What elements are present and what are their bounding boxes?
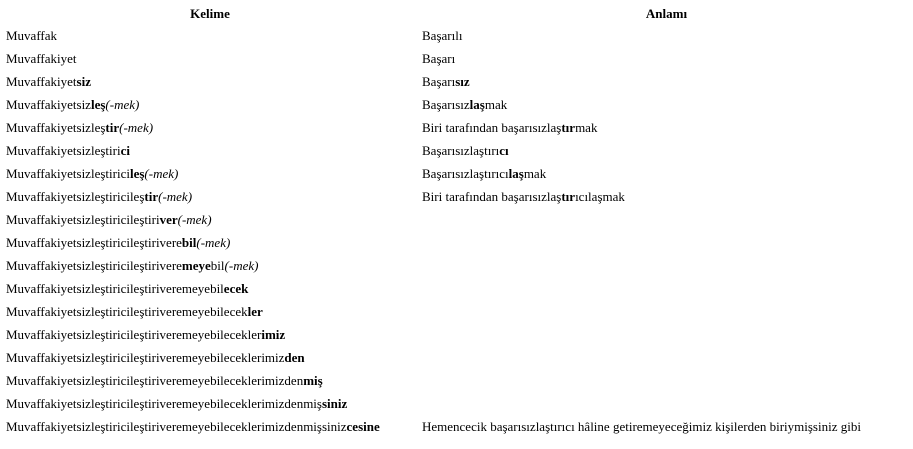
meaning-cell bbox=[420, 392, 913, 415]
infinitive-italic: (-mek) bbox=[119, 119, 154, 135]
text-segment: Muvaffakiyetsizleştiricileştirivere bbox=[6, 257, 182, 273]
word-cell bbox=[0, 208, 420, 231]
suffix-bold: tır bbox=[561, 119, 576, 135]
text-segment: Muvaffakiyetsizleştiricileştiriveremeyebileceklerimizdenmiş bbox=[6, 395, 322, 411]
infinitive-italic: (-mek) bbox=[158, 188, 193, 204]
word-cell bbox=[0, 415, 420, 438]
table-row bbox=[0, 47, 913, 70]
text-segment: Muvaffakiyetsizleş bbox=[6, 119, 106, 135]
word-cell bbox=[0, 93, 420, 116]
text-segment: Muvaffakiyetsizleştiricileş bbox=[6, 188, 145, 204]
infinitive-italic: (-mek) bbox=[144, 165, 179, 181]
infinitive-italic: (-mek) bbox=[105, 96, 140, 112]
meaning-cell bbox=[420, 415, 913, 438]
text-segment: mak bbox=[523, 165, 547, 181]
text-segment: bil bbox=[210, 257, 225, 273]
header-meaning: Anlamı bbox=[645, 5, 688, 21]
suffix-bold: leş bbox=[90, 96, 106, 112]
table-row bbox=[0, 208, 913, 231]
table-row bbox=[0, 185, 913, 208]
header-row bbox=[0, 3, 913, 24]
text-segment: Biri tarafından başarısızlaş bbox=[422, 119, 562, 135]
suffix-bold: tır bbox=[561, 188, 576, 204]
table-row bbox=[0, 415, 913, 438]
text-segment: Muvaffakiyetsizleştiri bbox=[6, 142, 121, 158]
word-cell bbox=[0, 185, 420, 208]
table-row bbox=[0, 139, 913, 162]
table-row bbox=[0, 24, 913, 47]
text-segment: Muvaffakiyetsizleştiricileştiriveremeyebileceklerimiz bbox=[6, 349, 285, 365]
suffix-bold: laş bbox=[469, 96, 485, 112]
word-cell bbox=[0, 392, 420, 415]
word-cell bbox=[0, 369, 420, 392]
table-row bbox=[0, 70, 913, 93]
table-row bbox=[0, 277, 913, 300]
meaning-cell bbox=[420, 24, 913, 47]
table-row bbox=[0, 116, 913, 139]
word-cell bbox=[0, 231, 420, 254]
suffix-bold: ler bbox=[247, 303, 263, 319]
table-row bbox=[0, 323, 913, 346]
text-segment: Başarı bbox=[422, 50, 456, 66]
meaning-cell bbox=[420, 47, 913, 70]
table-row bbox=[0, 93, 913, 116]
table-row bbox=[0, 254, 913, 277]
text-segment: Muvaffakiyetsizleştiricileştirivere bbox=[6, 234, 182, 250]
suffix-bold: cesine bbox=[346, 418, 380, 434]
word-cell bbox=[0, 277, 420, 300]
meaning-cell bbox=[420, 185, 913, 208]
word-table bbox=[0, 3, 913, 438]
suffix-bold: tir bbox=[105, 119, 120, 135]
meaning-cell bbox=[420, 369, 913, 392]
infinitive-italic: (-mek) bbox=[177, 211, 212, 227]
word-cell bbox=[0, 116, 420, 139]
text-segment: Başarısızlaştırı bbox=[422, 142, 500, 158]
text-segment: Muvaffakiyetsizleştiricileştiriveremeyebileceklerimizden bbox=[6, 372, 304, 388]
text-segment: Muvaffakiyet bbox=[6, 73, 77, 89]
meaning-cell bbox=[420, 346, 913, 369]
text-segment: Muvaffakiyetsiz bbox=[6, 96, 91, 112]
infinitive-italic: (-mek) bbox=[196, 234, 231, 250]
word-cell bbox=[0, 300, 420, 323]
suffix-bold: sız bbox=[455, 73, 470, 89]
suffix-bold: miş bbox=[303, 372, 323, 388]
text-segment: Muvaffakiyetsizleştiricileştiriveremeyebilecek bbox=[6, 303, 248, 319]
text-segment: Muvaffakiyetsizleştirici bbox=[6, 165, 130, 181]
suffix-bold: ecek bbox=[223, 280, 249, 296]
meaning-cell bbox=[420, 116, 913, 139]
table-row bbox=[0, 300, 913, 323]
text-segment: mak bbox=[575, 119, 598, 135]
meaning-cell bbox=[420, 277, 913, 300]
header-word: Kelime bbox=[190, 5, 230, 21]
text-segment: Muvaffakiyetsizleştiricileştiriveremeyebileceklerimizdenmişsiniz bbox=[6, 418, 347, 434]
suffix-bold: cı bbox=[499, 142, 509, 158]
table-body bbox=[0, 24, 913, 438]
suffix-bold: siniz bbox=[321, 395, 348, 411]
suffix-bold: siz bbox=[76, 73, 91, 89]
suffix-bold: den bbox=[284, 349, 305, 365]
word-cell bbox=[0, 24, 420, 47]
suffix-bold: leş bbox=[129, 165, 145, 181]
text-segment: Muvaffakiyet bbox=[6, 50, 77, 66]
meaning-cell bbox=[420, 139, 913, 162]
text-segment: mak bbox=[484, 96, 508, 112]
meaning-cell bbox=[420, 323, 913, 346]
text-segment: ıcılaşmak bbox=[575, 188, 625, 204]
suffix-bold: tir bbox=[144, 188, 159, 204]
suffix-bold: laş bbox=[508, 165, 524, 181]
text-segment: Başarı bbox=[422, 73, 456, 89]
text-segment: Muvaffakiyetsizleştiricileştiriveremeyebil bbox=[6, 280, 224, 296]
meaning-cell bbox=[420, 300, 913, 323]
suffix-bold: bil bbox=[181, 234, 197, 250]
suffix-bold: ci bbox=[120, 142, 130, 158]
word-cell bbox=[0, 139, 420, 162]
table-row bbox=[0, 162, 913, 185]
meaning-cell bbox=[420, 208, 913, 231]
infinitive-italic: (-mek) bbox=[224, 257, 259, 273]
text-segment: Başarısız bbox=[422, 96, 470, 112]
table-row bbox=[0, 392, 913, 415]
word-cell bbox=[0, 47, 420, 70]
meaning-cell bbox=[420, 254, 913, 277]
text-segment: Muvaffakiyetsizleştiricileştiriveremeyebilecekler bbox=[6, 326, 262, 342]
table-row bbox=[0, 346, 913, 369]
text-segment: Başarılı bbox=[422, 27, 463, 43]
word-cell bbox=[0, 70, 420, 93]
table-row bbox=[0, 369, 913, 392]
word-cell bbox=[0, 162, 420, 185]
text-segment: Hemencecik başarısızlaştırıcı hâline getiremeyeceğimiz kişilerden biriymişsiniz gibi bbox=[422, 418, 861, 434]
suffix-bold: ver bbox=[159, 211, 178, 227]
word-cell bbox=[0, 254, 420, 277]
meaning-cell bbox=[420, 70, 913, 93]
text-segment: Başarısızlaştırıcı bbox=[422, 165, 509, 181]
suffix-bold: imiz bbox=[261, 326, 286, 342]
table-row bbox=[0, 231, 913, 254]
meaning-cell bbox=[420, 231, 913, 254]
text-segment: Biri tarafından başarısızlaş bbox=[422, 188, 562, 204]
meaning-cell bbox=[420, 162, 913, 185]
text-segment: Muvaffak bbox=[6, 27, 58, 43]
text-segment: Muvaffakiyetsizleştiricileştiri bbox=[6, 211, 160, 227]
word-cell bbox=[0, 323, 420, 346]
word-cell bbox=[0, 346, 420, 369]
meaning-cell bbox=[420, 93, 913, 116]
suffix-bold: meye bbox=[181, 257, 211, 273]
